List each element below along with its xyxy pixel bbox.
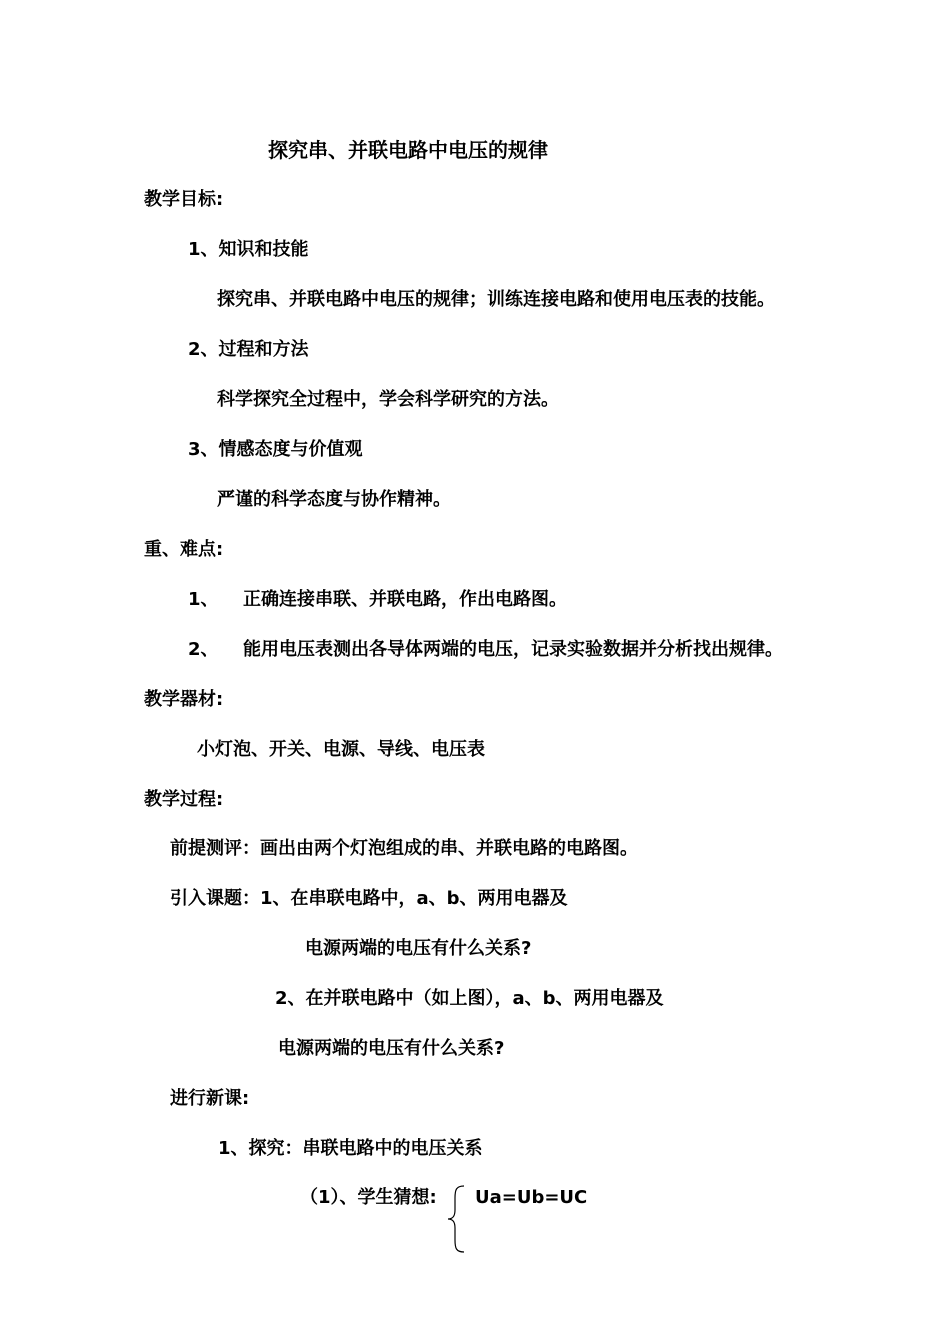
objective-1-label: 1、知识和技能 bbox=[188, 239, 309, 260]
objective-1-text: 探究串、并联电路中电压的规律；训练连接电路和使用电压表的技能。 bbox=[217, 289, 775, 310]
objective-3-label: 3、情感态度与价值观 bbox=[188, 439, 363, 460]
objective-2-text: 科学探究全过程中，学会科学研究的方法。 bbox=[217, 389, 559, 410]
intro-line-2: 电源两端的电压有什么关系? bbox=[305, 938, 532, 959]
intro-line-3: 2、在并联电路中（如上图），a、b、两用电器及 bbox=[275, 988, 664, 1009]
objective-2-label: 2、过程和方法 bbox=[188, 339, 309, 360]
key-point-2-number: 2、 bbox=[188, 639, 219, 660]
materials-text: 小灯泡、开关、电源、导线、电压表 bbox=[197, 739, 485, 760]
new-lesson-heading: 进行新课: bbox=[170, 1088, 250, 1109]
intro-line-4: 电源两端的电压有什么关系? bbox=[278, 1038, 505, 1059]
explore-text: 1、探究：串联电路中的电压关系 bbox=[218, 1138, 483, 1159]
key-point-1-text: 正确连接串联、并联电路，作出电路图。 bbox=[243, 589, 567, 610]
key-points-heading: 重、难点: bbox=[144, 539, 224, 560]
pretest-text: 前提测评：画出由两个灯泡组成的串、并联电路的电路图。 bbox=[170, 838, 638, 859]
process-heading: 教学过程: bbox=[144, 789, 224, 810]
document-title: 探究串、并联电路中电压的规律 bbox=[268, 138, 548, 162]
key-point-1-number: 1、 bbox=[188, 589, 219, 610]
guess-formula: Ua=Ub=UC bbox=[475, 1187, 588, 1208]
objective-3-text: 严谨的科学态度与协作精神。 bbox=[217, 489, 451, 510]
key-point-2-text: 能用电压表测出各导体两端的电压，记录实验数据并分析找出规律。 bbox=[243, 639, 783, 660]
materials-heading: 教学器材: bbox=[144, 689, 224, 710]
guess-label: （1）、学生猜想: bbox=[300, 1187, 437, 1208]
intro-line-1: 引入课题：1、在串联电路中，a、b、两用电器及 bbox=[170, 888, 568, 909]
left-brace-icon bbox=[446, 1184, 468, 1254]
objectives-heading: 教学目标: bbox=[144, 189, 224, 210]
